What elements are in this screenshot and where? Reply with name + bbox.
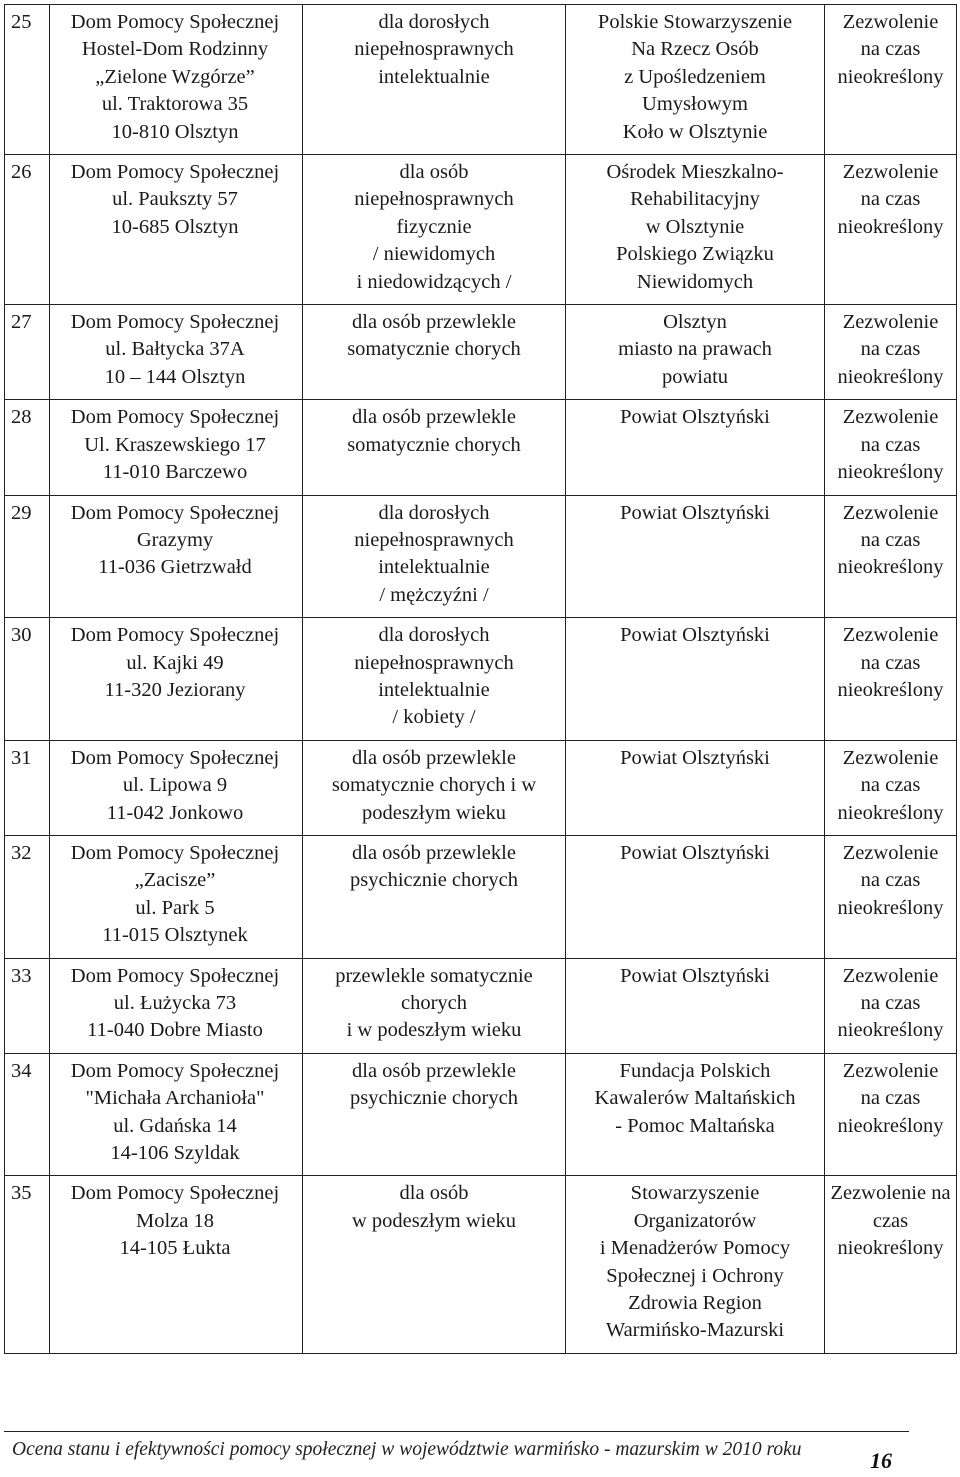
cell-provider: Ośrodek Mieszkalno- Rehabilitacyjny w Olsztynie Polskiego Związku Niewidomych bbox=[566, 155, 825, 305]
cell-permit: Zezwolenie na czas nieokreślony bbox=[825, 1176, 957, 1353]
facilities-table bbox=[4, 4, 957, 1354]
cell-facility-type: dla osób niepełnosprawnych fizycznie / niewidomych i niedowidzących / bbox=[303, 155, 566, 305]
cell-provider: Powiat Olsztyński bbox=[566, 400, 825, 495]
footer-rule bbox=[4, 1431, 909, 1432]
cell-permit: Zezwolenie na czas nieokreślony bbox=[825, 495, 957, 618]
cell-provider: Powiat Olsztyński bbox=[566, 495, 825, 618]
cell-provider: Powiat Olsztyński bbox=[566, 740, 825, 835]
cell-provider: Polskie Stowarzyszenie Na Rzecz Osób z Upośledzeniem Umysłowym Koło w Olsztynie bbox=[566, 5, 825, 155]
cell-facility-name: Dom Pomocy Społecznej Ul. Kraszewskiego 17 11-010 Barczewo bbox=[50, 400, 303, 495]
cell-permit: Zezwolenie na czas nieokreślony bbox=[825, 155, 957, 305]
cell-number: 25 bbox=[5, 5, 50, 155]
table-row bbox=[5, 400, 957, 495]
cell-permit: Zezwolenie na czas nieokreślony bbox=[825, 740, 957, 835]
cell-number: 31 bbox=[5, 740, 50, 835]
cell-facility-type: dla osób przewlekle psychicznie chorych bbox=[303, 835, 566, 958]
table-row bbox=[5, 835, 957, 958]
table-row bbox=[5, 495, 957, 618]
cell-number: 27 bbox=[5, 305, 50, 400]
table-row bbox=[5, 958, 957, 1053]
cell-facility-name: Dom Pomocy Społecznej ul. Bałtycka 37A 10 – 144 Olsztyn bbox=[50, 305, 303, 400]
table-row bbox=[5, 155, 957, 305]
cell-permit: Zezwolenie na czas nieokreślony bbox=[825, 1053, 957, 1176]
cell-facility-name: Dom Pomocy Społecznej ul. Paukszty 57 10-685 Olsztyn bbox=[50, 155, 303, 305]
cell-provider: Powiat Olsztyński bbox=[566, 618, 825, 741]
cell-provider: Fundacja Polskich Kawalerów Maltańskich - Pomoc Maltańska bbox=[566, 1053, 825, 1176]
cell-facility-type: dla osób przewlekle somatycznie chorych bbox=[303, 305, 566, 400]
cell-facility-type: dla osób w podeszłym wieku bbox=[303, 1176, 566, 1353]
cell-facility-type: dla osób przewlekle somatycznie chorych bbox=[303, 400, 566, 495]
cell-permit: Zezwolenie na czas nieokreślony bbox=[825, 400, 957, 495]
cell-provider: Powiat Olsztyński bbox=[566, 958, 825, 1053]
cell-number: 34 bbox=[5, 1053, 50, 1176]
cell-number: 28 bbox=[5, 400, 50, 495]
cell-facility-name: Dom Pomocy Społecznej Hostel-Dom Rodzinny „Zielone Wzgórze” ul. Traktorowa 35 10-810 Olsztyn bbox=[50, 5, 303, 155]
cell-facility-type: dla osób przewlekle somatycznie chorych i w podeszłym wieku bbox=[303, 740, 566, 835]
cell-number: 33 bbox=[5, 958, 50, 1053]
table-body bbox=[5, 5, 957, 1354]
table-row bbox=[5, 1176, 957, 1353]
table-row bbox=[5, 618, 957, 741]
cell-facility-name: Dom Pomocy Społecznej Molza 18 14-105 Łukta bbox=[50, 1176, 303, 1353]
cell-facility-type: dla dorosłych niepełnosprawnych intelektualnie bbox=[303, 5, 566, 155]
cell-facility-name: Dom Pomocy Społecznej ul. Łużycka 73 11-040 Dobre Miasto bbox=[50, 958, 303, 1053]
cell-facility-name: Dom Pomocy Społecznej „Zacisze” ul. Park 5 11-015 Olsztynek bbox=[50, 835, 303, 958]
cell-number: 30 bbox=[5, 618, 50, 741]
cell-facility-name: Dom Pomocy Społecznej "Michała Archanioła" ul. Gdańska 14 14-106 Szyldak bbox=[50, 1053, 303, 1176]
table-row bbox=[5, 5, 957, 155]
cell-facility-name: Dom Pomocy Społecznej ul. Kajki 49 11-320 Jeziorany bbox=[50, 618, 303, 741]
cell-number: 29 bbox=[5, 495, 50, 618]
cell-permit: Zezwolenie na czas nieokreślony bbox=[825, 618, 957, 741]
cell-facility-type: przewlekle somatycznie chorych i w podeszłym wieku bbox=[303, 958, 566, 1053]
cell-facility-type: dla dorosłych niepełnosprawnych intelektualnie / mężczyźni / bbox=[303, 495, 566, 618]
cell-permit: Zezwolenie na czas nieokreślony bbox=[825, 835, 957, 958]
table-row bbox=[5, 1053, 957, 1176]
cell-number: 35 bbox=[5, 1176, 50, 1353]
cell-number: 26 bbox=[5, 155, 50, 305]
table-row bbox=[5, 305, 957, 400]
cell-facility-name: Dom Pomocy Społecznej Grazymy 11-036 Gietrzwałd bbox=[50, 495, 303, 618]
cell-provider: Stowarzyszenie Organizatorów i Menadżerów Pomocy Społecznej i Ochrony Zdrowia Region Warmińsko-Mazurski bbox=[566, 1176, 825, 1353]
table-row bbox=[5, 740, 957, 835]
cell-number: 32 bbox=[5, 835, 50, 958]
cell-facility-type: dla dorosłych niepełnosprawnych intelektualnie / kobiety / bbox=[303, 618, 566, 741]
cell-facility-name: Dom Pomocy Społecznej ul. Lipowa 9 11-042 Jonkowo bbox=[50, 740, 303, 835]
cell-provider: Olsztyn miasto na prawach powiatu bbox=[566, 305, 825, 400]
cell-provider: Powiat Olsztyński bbox=[566, 835, 825, 958]
cell-permit: Zezwolenie na czas nieokreślony bbox=[825, 305, 957, 400]
footer-text: Ocena stanu i efektywności pomocy społecznej w województwie warmińsko - mazurskim w 2010 roku bbox=[12, 1439, 802, 1460]
page-number: 16 bbox=[870, 1448, 892, 1473]
cell-permit: Zezwolenie na czas nieokreślony bbox=[825, 5, 957, 155]
cell-permit: Zezwolenie na czas nieokreślony bbox=[825, 958, 957, 1053]
cell-facility-type: dla osób przewlekle psychicznie chorych bbox=[303, 1053, 566, 1176]
